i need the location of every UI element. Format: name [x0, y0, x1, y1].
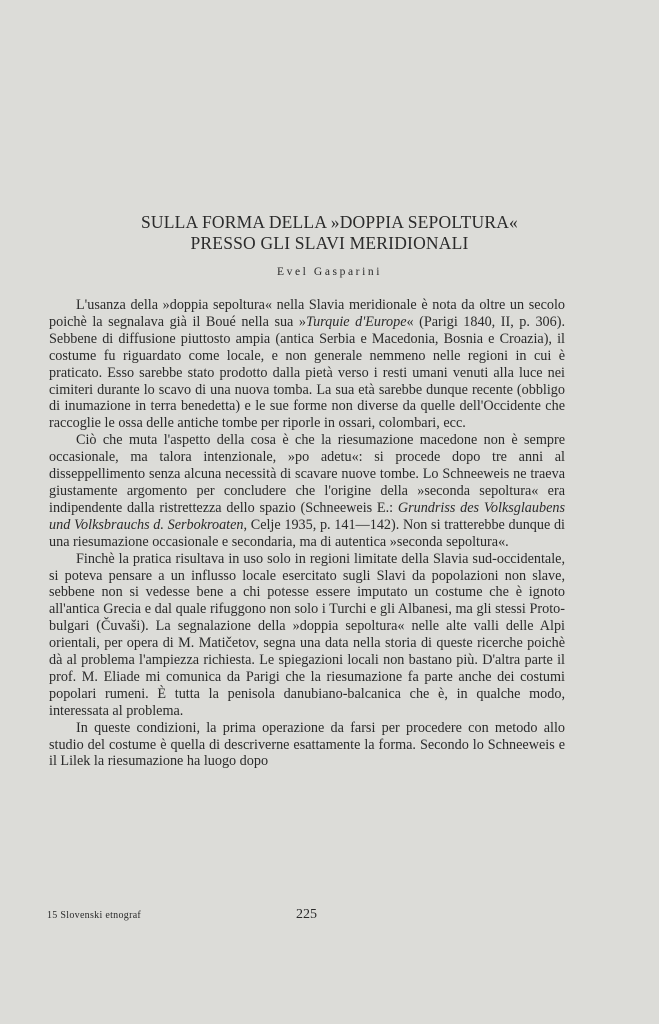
- article-body: [49, 297, 565, 770]
- author-name: Evel Gasparini: [276, 266, 383, 278]
- title-line-1: SULLA FORMA DELLA »DOPPIA SEPOLTURA«: [140, 212, 519, 232]
- title-line-2: PRESSO GLI SLAVI MERIDIONALI: [190, 233, 469, 253]
- page-number: 225: [296, 907, 317, 922]
- paragraph-2: Ciò che muta l'aspetto della cosa è che la riesumazione macedone non è sempre occasionale, ma talora intenzionale, »po adetu«: si procede dopo tre anni al disseppellimento senza alcuna necessità di scavare nuove tombe. Lo Schneeweis ne traeva giustamente argomento per concludere che l'origine della »seconda sepoltura« era indipendente dalla ristrettezza dello spazio (Schneeweis E.: Grundriss des Volksglaubens und Volksbrauchs d. Serbokroaten, Celje 1935, p. 141—142). Non si tratterebbe dunque di una riesumazione occasionale e secondaria, ma di autentica »seconda sepoltura«.: [49, 432, 565, 550]
- paragraph-1: L'usanza della »doppia sepoltura« nella Slavia meridionale è nota da oltre un secolo poichè la segnalava già il Boué nella sua »Turquie d'Europe« (Parigi 1840, II, p. 306). Sebbene di diffusione piuttosto ampia (antica Serbia e Macedonia, Bosnia e Croazia), il costume fu riguardato come locale, e non generale nemmeno nelle regioni in cui è praticato. Esso sarebbe stato prodotto dalla pietà verso i resti umani venuti alla luce nei cimiteri durante lo scavo di una nuova tomba. La sua età sarebbe dunque recente (obbligo di inumazione in terra benedetta) e le sue forme non diverse da quelle dell'Occidente che raccoglie le ossa delle antiche tombe per riporle in ossari, colombari, ecc.: [49, 297, 565, 432]
- paragraph-3: Finchè la pratica risultava in uso solo in regioni limitate della Slavia sud-occidentale, si poteva pensare a un influsso locale esercitato sugli Slavi da popolazioni non slave, sebbene non si vedesse bene a chi potesse essere imputato un costume che è ignoto all'antica Grecia e dal quale rifuggono non solo i Turchi e gli Albanesi, ma gli stessi Proto-bulgari (Čuvaši). La segnalazione della »doppia sepoltura« nelle alte valli delle Alpi orientali, per opera di M. Matičetov, segna una data nella storia di queste ricerche poichè dà al problema l'ampiezza richiesta. Le spiegazioni locali non bastano più. D'altra parte il prof. M. Eliade mi comunica da Parigi che la riesumazione fa parte anche dei costumi popolari rumeni. È tutta la penisola danubiano-balcanica che è, in qualche modo, interessata al problema.: [49, 550, 565, 719]
- footer-signature: 15 Slovenski etnograf: [47, 910, 142, 921]
- paragraph-4: In queste condizioni, la prima operazione da farsi per procedere con metodo allo studio del costume è quella di descriverne esattamente la forma. Secondo lo Schneeweis e il Lilek la riesumazione ha luogo dopo: [49, 719, 565, 770]
